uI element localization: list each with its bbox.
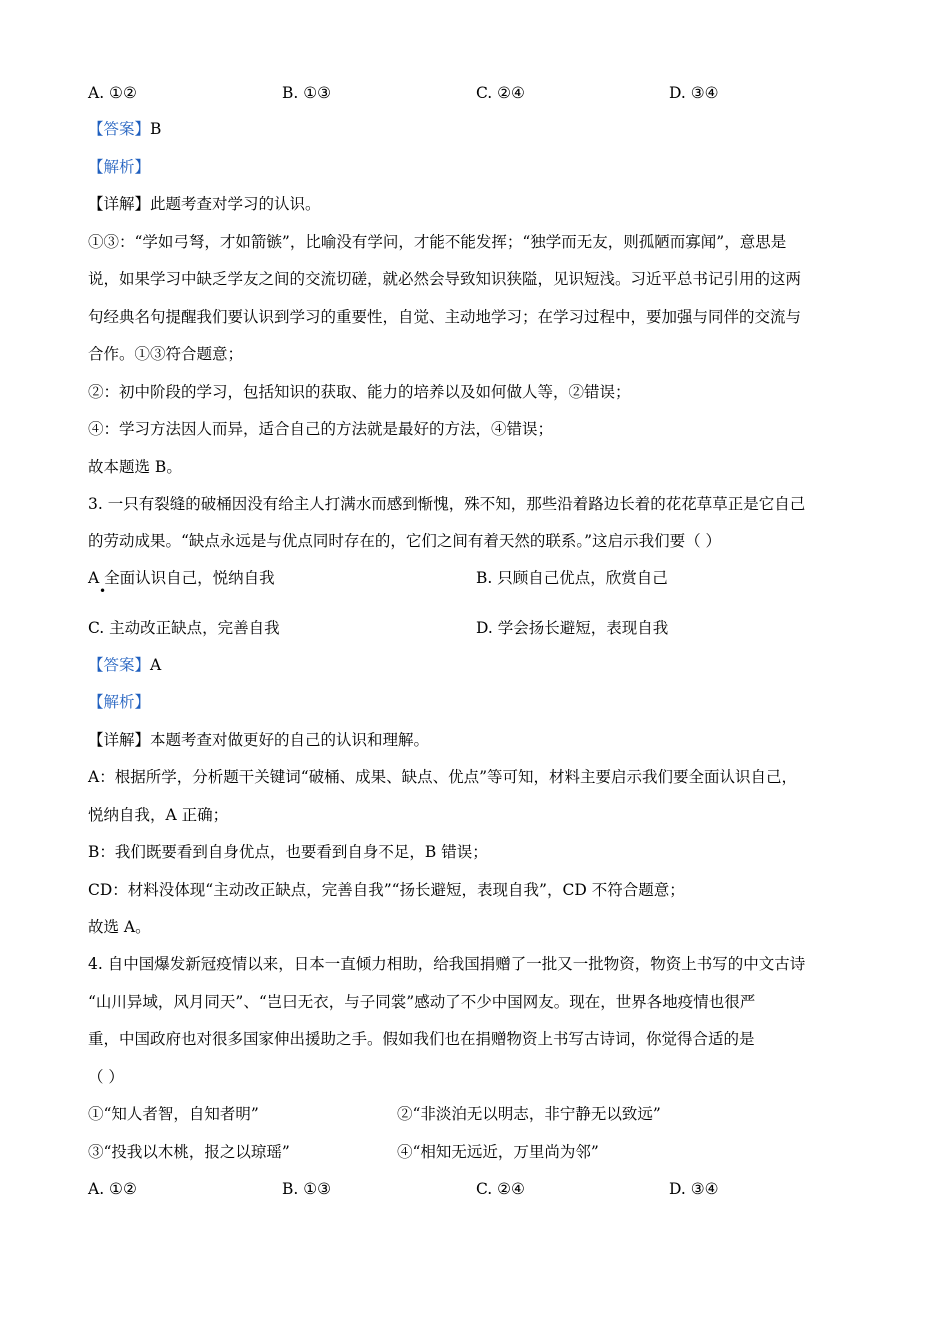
q4-item-1: ①“知人者智，自知者明” bbox=[88, 1105, 259, 1123]
q4-option-b: B. ①③ bbox=[282, 1180, 332, 1198]
q2-line: 合作。①③符合题意； bbox=[88, 345, 244, 363]
q3-analysis-tag: 【解析】 bbox=[88, 693, 151, 711]
q4-item-2: ②“非淡泊无以明志，非宁静无以致远” bbox=[397, 1105, 661, 1123]
q3-detail: 【详解】本题考查对做更好的自己的认识和理解。 bbox=[88, 731, 430, 749]
q2-analysis-tag: 【解析】 bbox=[88, 158, 151, 176]
q3-option-d: D. 学会扬长避短，表现自我 bbox=[476, 619, 669, 637]
q4-stem-line: “山川异域，风月同天”、“岂曰无衣，与子同裳”感动了不少中国网友。现在，世界各地疫情也很严 bbox=[88, 993, 756, 1011]
q2-line: 说，如果学习中缺乏学友之间的交流切磋，就必然会导致知识狭隘，见识短浅。习近平总书记引用的这两 bbox=[88, 270, 802, 288]
q2-detail: 【详解】此题考查对学习的认识。 bbox=[88, 195, 321, 213]
q2-option-b: B. ①③ bbox=[282, 84, 332, 102]
q2-answer: 【答案】B bbox=[88, 120, 162, 138]
q2-line: ①③：“学如弓弩，才如箭镞”，比喻没有学问，才能不能发挥；“独学而无友，则孤陋而寡闻”，意思是 bbox=[88, 233, 787, 251]
q3-answer: 【答案】A bbox=[88, 656, 162, 674]
q4-stem-line: （ ） bbox=[88, 1068, 124, 1086]
q2-line: 故本题选 B。 bbox=[88, 458, 182, 476]
q2-line: 句经典名句提醒我们要认识到学习的重要性，自觉、主动地学习；在学习过程中，要加强与同伴的交流与 bbox=[88, 308, 802, 326]
q4-item-3: ③“投我以木桃，报之以琼瑶” bbox=[88, 1143, 290, 1161]
q4-option-c: C. ②④ bbox=[476, 1180, 525, 1198]
q3-line: 故选 A。 bbox=[88, 918, 151, 936]
q2-line: ④：学习方法因人而异，适合自己的方法就是最好的方法，④错误； bbox=[88, 420, 554, 438]
q3-option-a-dot: • bbox=[99, 584, 107, 598]
q3-line: B：我们既要看到自身优点，也要看到自身不足，B 错误； bbox=[88, 843, 488, 861]
q3-stem-line: 的劳动成果。“缺点永远是与优点同时存在的，它们之间有着天然的联系。”这启示我们要（ ） bbox=[88, 532, 722, 550]
q2-option-a: A. ①② bbox=[88, 84, 137, 102]
q3-option-a: A 全面认识自己，悦纳自我 bbox=[88, 569, 275, 587]
q3-option-c: C. 主动改正缺点，完善自我 bbox=[88, 619, 280, 637]
q3-stem-line: 3. 一只有裂缝的破桶因没有给主人打满水而感到惭愧，殊不知，那些沿着路边长着的花花草草正是它自己 bbox=[88, 495, 806, 513]
q4-stem-line: 重，中国政府也对很多国家伸出援助之手。假如我们也在捐赠物资上书写古诗词，你觉得合适的是 bbox=[88, 1030, 755, 1048]
q4-option-d: D. ③④ bbox=[669, 1180, 719, 1198]
q2-option-d: D. ③④ bbox=[669, 84, 719, 102]
q4-option-a: A. ①② bbox=[88, 1180, 137, 1198]
q4-stem-line: 4. 自中国爆发新冠疫情以来，日本一直倾力相助，给我国捐赠了一批又一批物资，物资上书写的中文古诗 bbox=[88, 955, 806, 973]
q3-line: 悦纳自我，A 正确； bbox=[88, 806, 229, 824]
q3-line: CD：材料没体现“主动改正缺点，完善自我”“扬长避短，表现自我”，CD 不符合题意； bbox=[88, 881, 685, 899]
q3-line: A：根据所学，分析题干关键词“破桶、成果、缺点、优点”等可知，材料主要启示我们要全面认识自己， bbox=[88, 768, 798, 786]
q2-option-c: C. ②④ bbox=[476, 84, 525, 102]
q3-option-b: B. 只顾自己优点，欣赏自己 bbox=[476, 569, 668, 587]
q4-item-4: ④“相知无远近，万里尚为邻” bbox=[397, 1143, 599, 1161]
q2-line: ②：初中阶段的学习，包括知识的获取、能力的培养以及如何做人等，②错误； bbox=[88, 383, 631, 401]
